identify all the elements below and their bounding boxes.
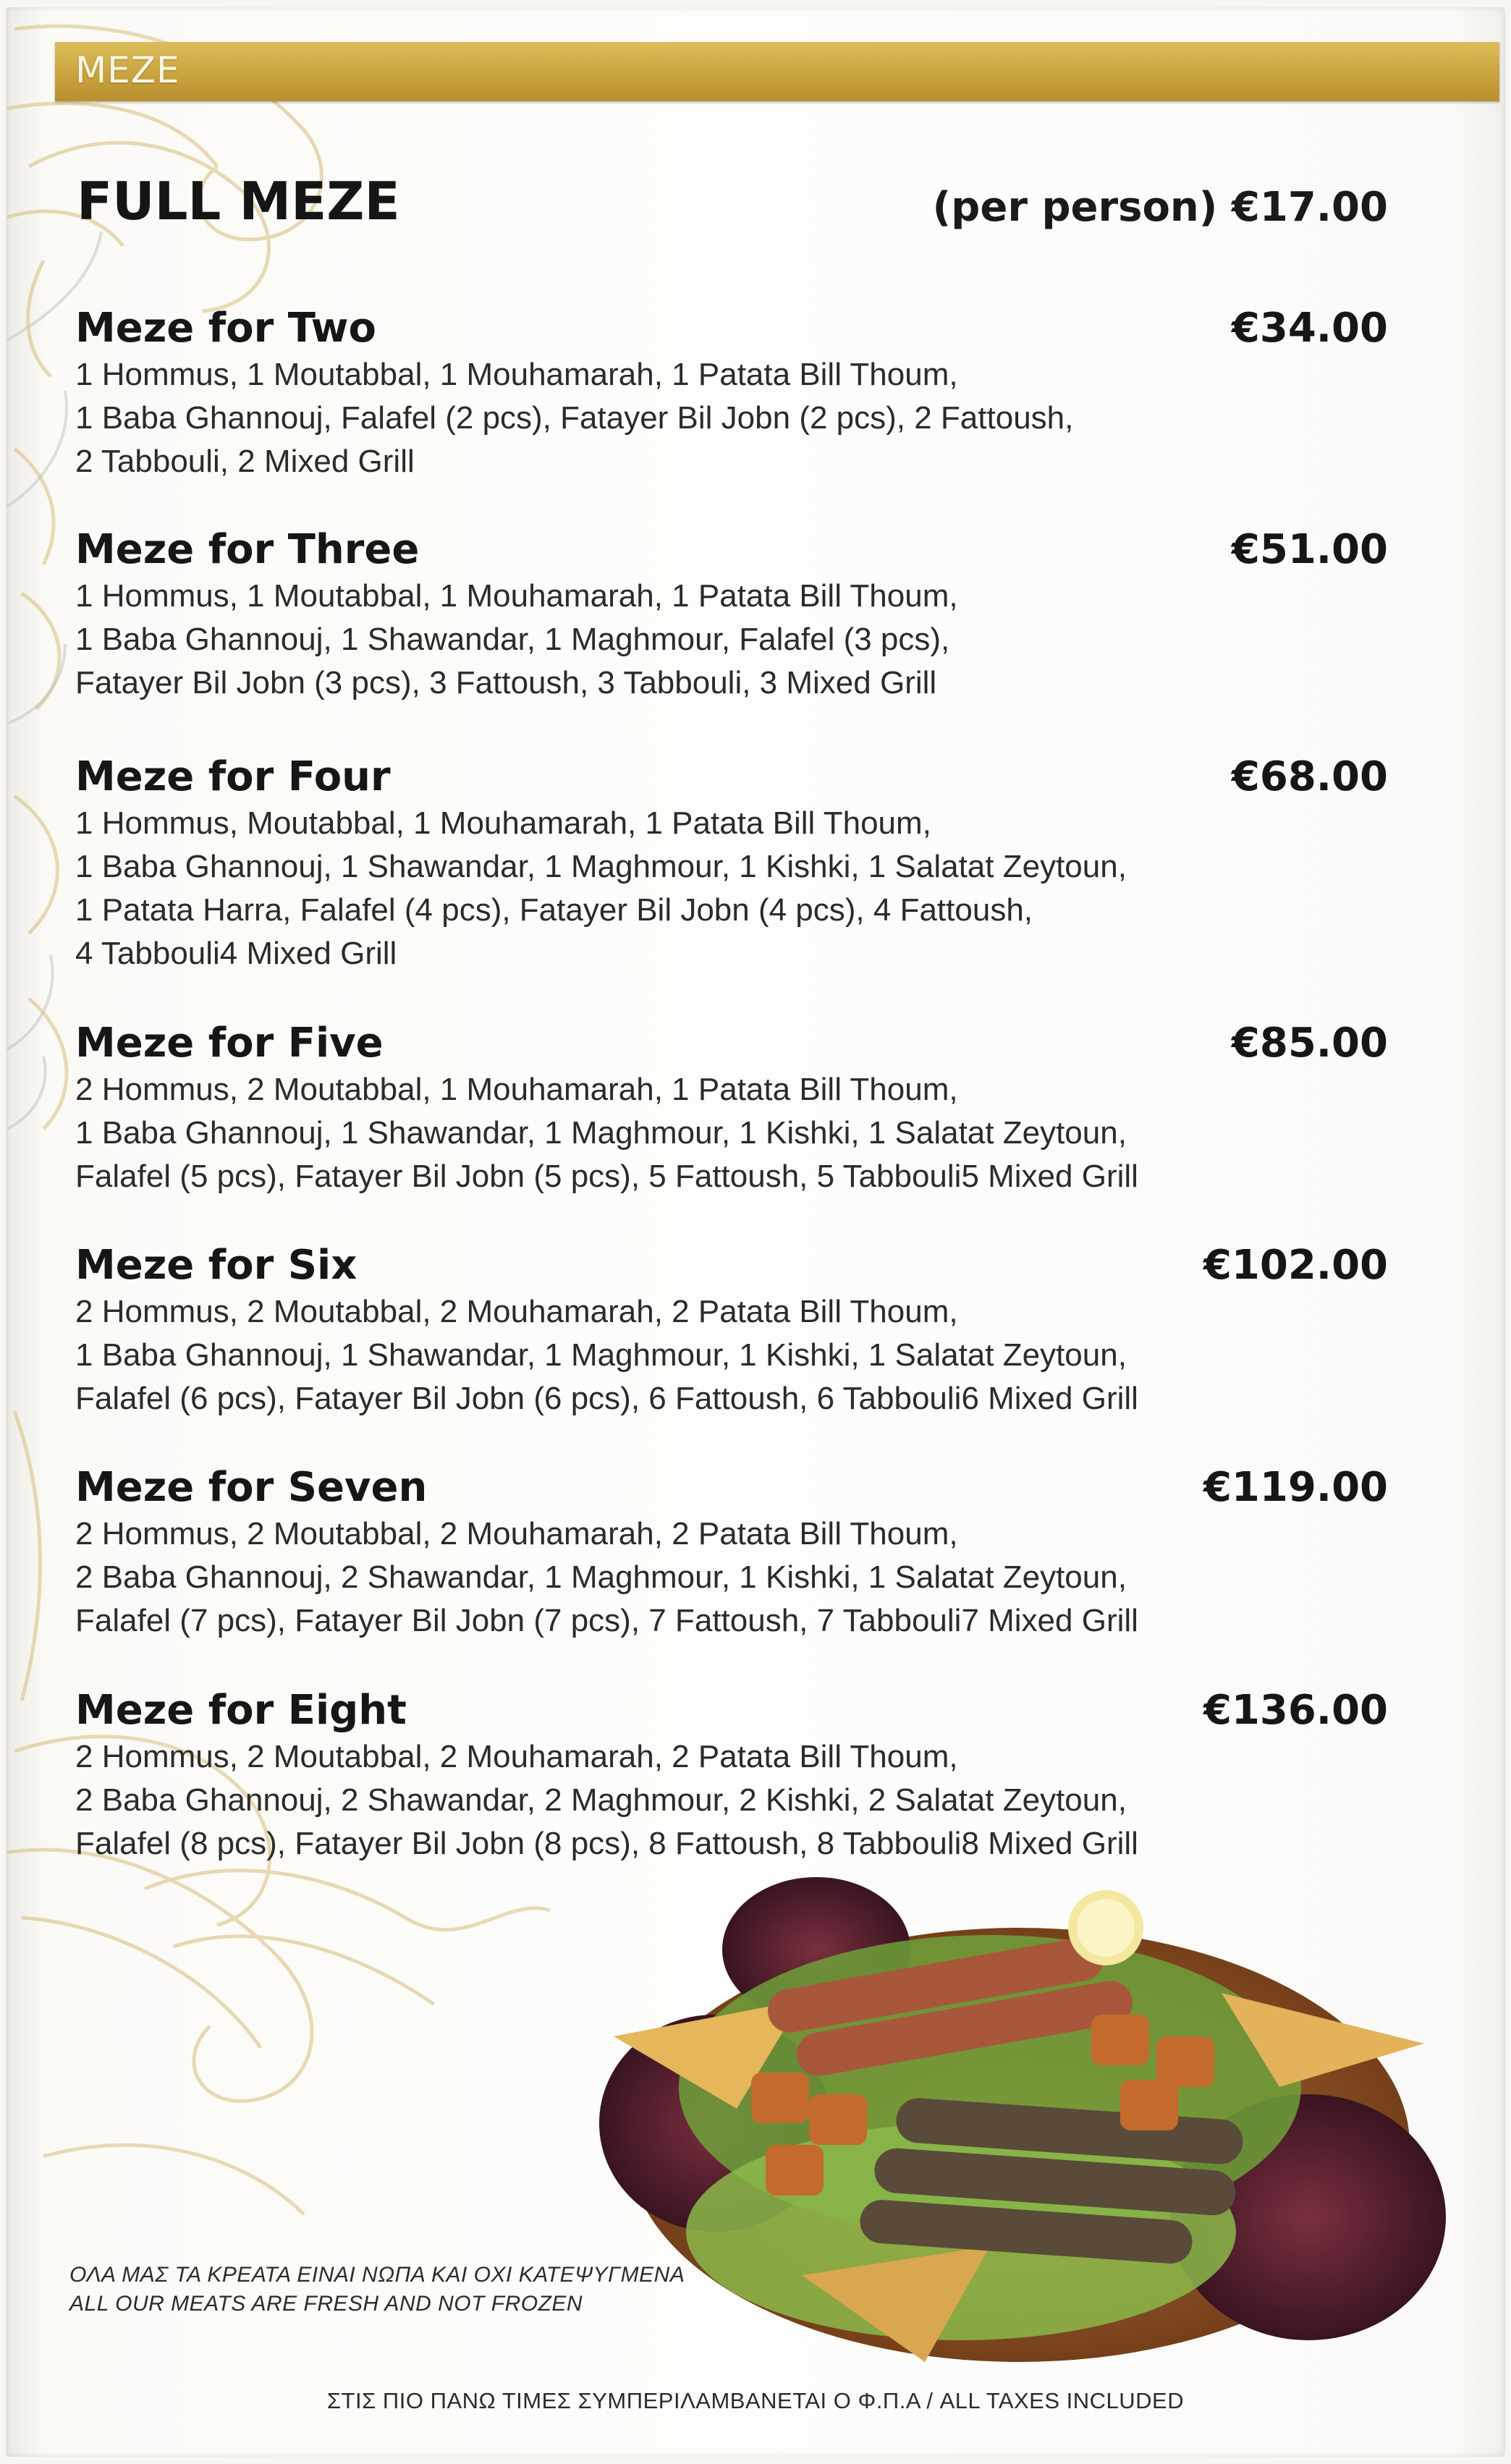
fresh-meat-notice [69,2261,685,2319]
menu-item-meze-two [75,302,1388,483]
item-description-line: 1 Baba Ghannouj, 1 Shawandar, 1 Maghmour, 1 Kishki, 1 Salatat Zeytoun, [75,1115,1127,1151]
item-description-line: 1 Patata Harra, Falafel (4 pcs), Fatayer Bil Jobn (4 pcs), 4 Fattoush, [75,892,1033,928]
item-description-line: 2 Hommus, 2 Moutabbal, 2 Mouhamarah, 2 Patata Bill Thoum, [75,1516,958,1551]
item-description-line: 1 Baba Ghannouj, 1 Shawandar, 1 Maghmour, 1 Kishki, 1 Salatat Zeytoun, [75,1337,1127,1373]
menu-item-meze-six [75,1240,1388,1421]
item-description-line: Falafel (8 pcs), Fatayer Bil Jobn (8 pcs), 8 Fattoush, 8 Tabbouli8 Mixed Grill [75,1826,1138,1861]
item-description [75,802,1204,975]
item-description-line: 1 Baba Ghannouj, 1 Shawandar, 1 Maghmour, 1 Kishki, 1 Salatat Zeytoun, [75,849,1127,884]
item-description-line: Falafel (7 pcs), Fatayer Bil Jobn (7 pcs), 7 Fattoush, 7 Tabbouli7 Mixed Grill [75,1603,1138,1638]
item-description-line: 2 Baba Ghannouj, 2 Shawandar, 1 Maghmour, 1 Kishki, 1 Salatat Zeytoun, [75,1559,1127,1595]
item-name: Meze for Five [75,1020,384,1067]
item-name: Meze for Seven [75,1464,428,1511]
menu-item-meze-seven [75,1462,1388,1643]
item-description [75,575,1204,705]
item-description-line: 2 Hommus, 2 Moutabbal, 2 Mouhamarah, 2 Patata Bill Thoum, [75,1294,958,1329]
item-price: €34.00 [1231,305,1388,352]
item-description-line: 1 Hommus, 1 Moutabbal, 1 Mouhamarah, 1 Patata Bill Thoum, [75,578,958,614]
taxes-footer: ΣΤΙΣ ΠΙΟ ΠΑΝΩ ΤΙΜΕΣ ΣΥΜΠΕΡΙΛΑΜΒΑΝΕΤΑΙ Ο Φ.Π.Α / ALL TAXES INCLUDED [326,2388,1185,2413]
full-meze-price: (per person) €17.00 [932,184,1388,231]
item-description [75,1290,1204,1421]
item-description-line: Fatayer Bil Jobn (3 pcs), 3 Fattoush, 3 Tabbouli, 3 Mixed Grill [75,665,937,700]
item-description-line: 1 Hommus, Moutabbal, 1 Mouhamarah, 1 Patata Bill Thoum, [75,805,931,841]
item-price: €51.00 [1231,526,1388,573]
item-name: Meze for Three [75,526,420,573]
item-name: Meze for Two [75,305,376,352]
item-description-line: 2 Baba Ghannouj, 2 Shawandar, 2 Maghmour, 2 Kishki, 2 Salatat Zeytoun, [75,1782,1127,1818]
item-price: €136.00 [1203,1687,1388,1734]
item-price: €85.00 [1231,1020,1388,1067]
item-description-line: Falafel (5 pcs), Fatayer Bil Jobn (5 pcs), 5 Fattoush, 5 Tabbouli5 Mixed Grill [75,1159,1138,1194]
item-description-line: 2 Hommus, 2 Moutabbal, 1 Mouhamarah, 1 Patata Bill Thoum, [75,1072,958,1107]
section-header-band [55,42,1499,101]
item-description [75,353,1204,483]
section-title: MEZE [75,49,180,91]
item-description-line: 4 Tabbouli4 Mixed Grill [75,936,397,971]
item-description-line: 1 Baba Ghannouj, Falafel (2 pcs), Fatayer Bil Jobn (2 pcs), 2 Fattoush, [75,400,1074,436]
full-meze-title: FULL MEZE [77,171,400,232]
item-description [75,1735,1204,1866]
item-description [75,1512,1204,1643]
item-price: €102.00 [1203,1242,1388,1289]
item-description-line: 1 Hommus, 1 Moutabbal, 1 Mouhamarah, 1 Patata Bill Thoum, [75,357,958,392]
item-name: Meze for Six [75,1242,357,1289]
item-description-line: Falafel (6 pcs), Fatayer Bil Jobn (6 pcs), 6 Fattoush, 6 Tabbouli6 Mixed Grill [75,1381,1138,1416]
menu-item-meze-eight [75,1685,1388,1866]
menu-item-meze-five [75,1017,1388,1198]
item-price: €119.00 [1203,1464,1388,1511]
item-description-line: 1 Baba Ghannouj, 1 Shawandar, 1 Maghmour, Falafel (3 pcs), [75,622,950,657]
item-description-line: 2 Tabbouli, 2 Mixed Grill [75,444,415,479]
item-name: Meze for Eight [75,1687,407,1734]
item-price: €68.00 [1231,753,1388,800]
menu-item-meze-three [75,524,1388,705]
item-name: Meze for Four [75,753,391,800]
item-description-line: 2 Hommus, 2 Moutabbal, 2 Mouhamarah, 2 Patata Bill Thoum, [75,1739,958,1774]
menu-item-meze-four [75,751,1388,975]
item-description [75,1068,1204,1198]
notice-english: ALL OUR MEATS ARE FRESH AND NOT FROZEN [69,2292,583,2316]
mixed-grill-platter-photo [585,1870,1460,2376]
notice-greek: ΟΛΑ ΜΑΣ ΤΑ ΚΡΕΑΤΑ ΕΙΝΑΙ ΝΩΠΑ ΚΑΙ ΟΧΙ ΚΑΤΕΨΥΓΜΕΝΑ [69,2263,685,2287]
